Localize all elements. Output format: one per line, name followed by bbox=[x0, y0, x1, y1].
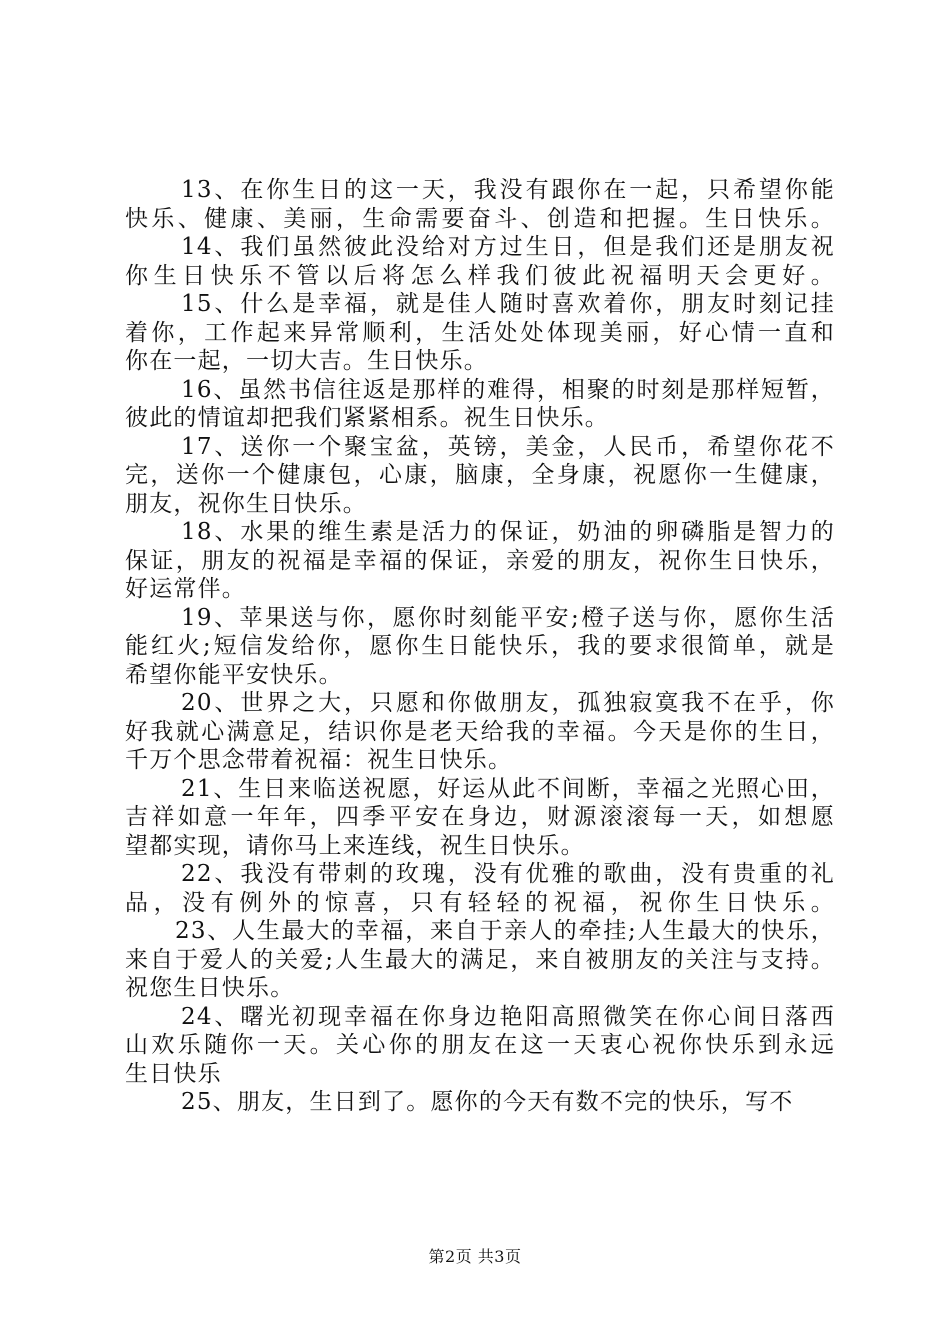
text-line: 24、曙光初现幸福在你身边艳阳高照微笑在你心间日落西 bbox=[181, 1003, 835, 1030]
text-line: 祝您生日快乐。 bbox=[125, 975, 295, 1001]
text-line: 吉祥如意一年年，四季平安在身边，财源滚滚每一天，如想愿 bbox=[125, 804, 835, 830]
text-line: 你生日快乐不管以后将怎么样我们彼此祝福明天会更好。 bbox=[125, 262, 835, 289]
text-line: 来自于爱人的关爱;人生最大的满足，来自被朋友的关注与支持。 bbox=[125, 946, 835, 973]
text-line: 21、生日来临送祝愿，好运从此不间断，幸福之光照心田， bbox=[181, 775, 835, 802]
text-line: 生日快乐 bbox=[125, 1060, 222, 1087]
page-footer: 第2页 共3页 bbox=[428, 1247, 522, 1266]
text-line: 23、人生最大的幸福，来自于亲人的牵挂;人生最大的快乐， bbox=[175, 918, 835, 944]
paragraph bbox=[125, 433, 835, 519]
paragraph bbox=[125, 518, 835, 604]
paragraph bbox=[125, 290, 835, 376]
text-line: 25、朋友，生日到了。愿你的今天有数不完的快乐，写不 bbox=[181, 1089, 794, 1115]
text-line: 18、水果的维生素是活力的保证，奶油的卵磷脂是智力的 bbox=[181, 519, 835, 545]
text-line: 完，送你一个健康包，心康，脑康，全身康，祝愿你一生健康， bbox=[125, 462, 835, 488]
paragraph bbox=[125, 1088, 835, 1117]
text-line: 望都实现，请你马上来连线，祝生日快乐。 bbox=[125, 832, 585, 859]
text-line: 能红火;短信发给你，愿你生日能快乐，我的要求很简单，就是 bbox=[125, 633, 835, 659]
text-line: 20、世界之大，只愿和你做朋友，孤独寂寞我不在乎，你 bbox=[181, 690, 835, 716]
text-line: 品，没有例外的惊喜，只有轻轻的祝福，祝你生日快乐。 bbox=[125, 889, 835, 916]
text-line: 17、送你一个聚宝盆，英镑，美金，人民币，希望你花不 bbox=[181, 433, 835, 460]
text-line: 16、虽然书信往返是那样的难得，相聚的时刻是那样短暂， bbox=[181, 376, 835, 403]
text-line: 22、我没有带刺的玫瑰，没有优雅的歌曲，没有贵重的礼 bbox=[181, 861, 835, 887]
paragraph bbox=[125, 689, 835, 775]
text-line: 山欢乐随你一天。关心你的朋友在这一天衷心祝你快乐到永远 bbox=[125, 1032, 835, 1058]
text-line: 你在一起，一切大吉。生日快乐。 bbox=[125, 348, 488, 374]
text-line: 千万个思念带着祝福：祝生日快乐。 bbox=[125, 747, 513, 773]
text-line: 快乐、健康、美丽，生命需要奋斗、创造和把握。生日快乐。 bbox=[125, 205, 835, 232]
paragraph bbox=[125, 376, 835, 433]
text-line: 希望你能平安快乐。 bbox=[125, 661, 343, 688]
text-line: 朋友，祝你生日快乐。 bbox=[125, 490, 367, 517]
paragraph bbox=[125, 176, 835, 233]
text-line: 19、苹果送与你，愿你时刻能平安;橙子送与你，愿你生活 bbox=[181, 604, 835, 631]
paragraph bbox=[125, 604, 835, 690]
paragraph bbox=[125, 233, 835, 290]
text-line: 15、什么是幸福，就是佳人随时喜欢着你，朋友时刻记挂 bbox=[181, 291, 835, 317]
text-line: 彼此的情谊却把我们紧紧相系。祝生日快乐。 bbox=[125, 405, 609, 431]
text-line: 14、我们虽然彼此没给对方过生日，但是我们还是朋友祝 bbox=[181, 234, 835, 260]
paragraph bbox=[125, 860, 835, 917]
document-body bbox=[125, 176, 835, 1117]
paragraph bbox=[125, 917, 835, 1003]
text-line: 保证，朋友的祝福是幸福的保证，亲爱的朋友，祝你生日快乐， bbox=[125, 547, 835, 574]
text-line: 好运常伴。 bbox=[125, 576, 246, 602]
text-line: 着你，工作起来异常顺利，生活处处体现美丽，好心情一直和 bbox=[125, 319, 835, 346]
paragraph bbox=[125, 775, 835, 861]
text-line: 好我就心满意足，结识你是老天给我的幸福。今天是你的生日， bbox=[125, 718, 835, 745]
text-line: 13、在你生日的这一天，我没有跟你在一起，只希望你能 bbox=[181, 177, 835, 203]
paragraph bbox=[125, 1003, 835, 1089]
